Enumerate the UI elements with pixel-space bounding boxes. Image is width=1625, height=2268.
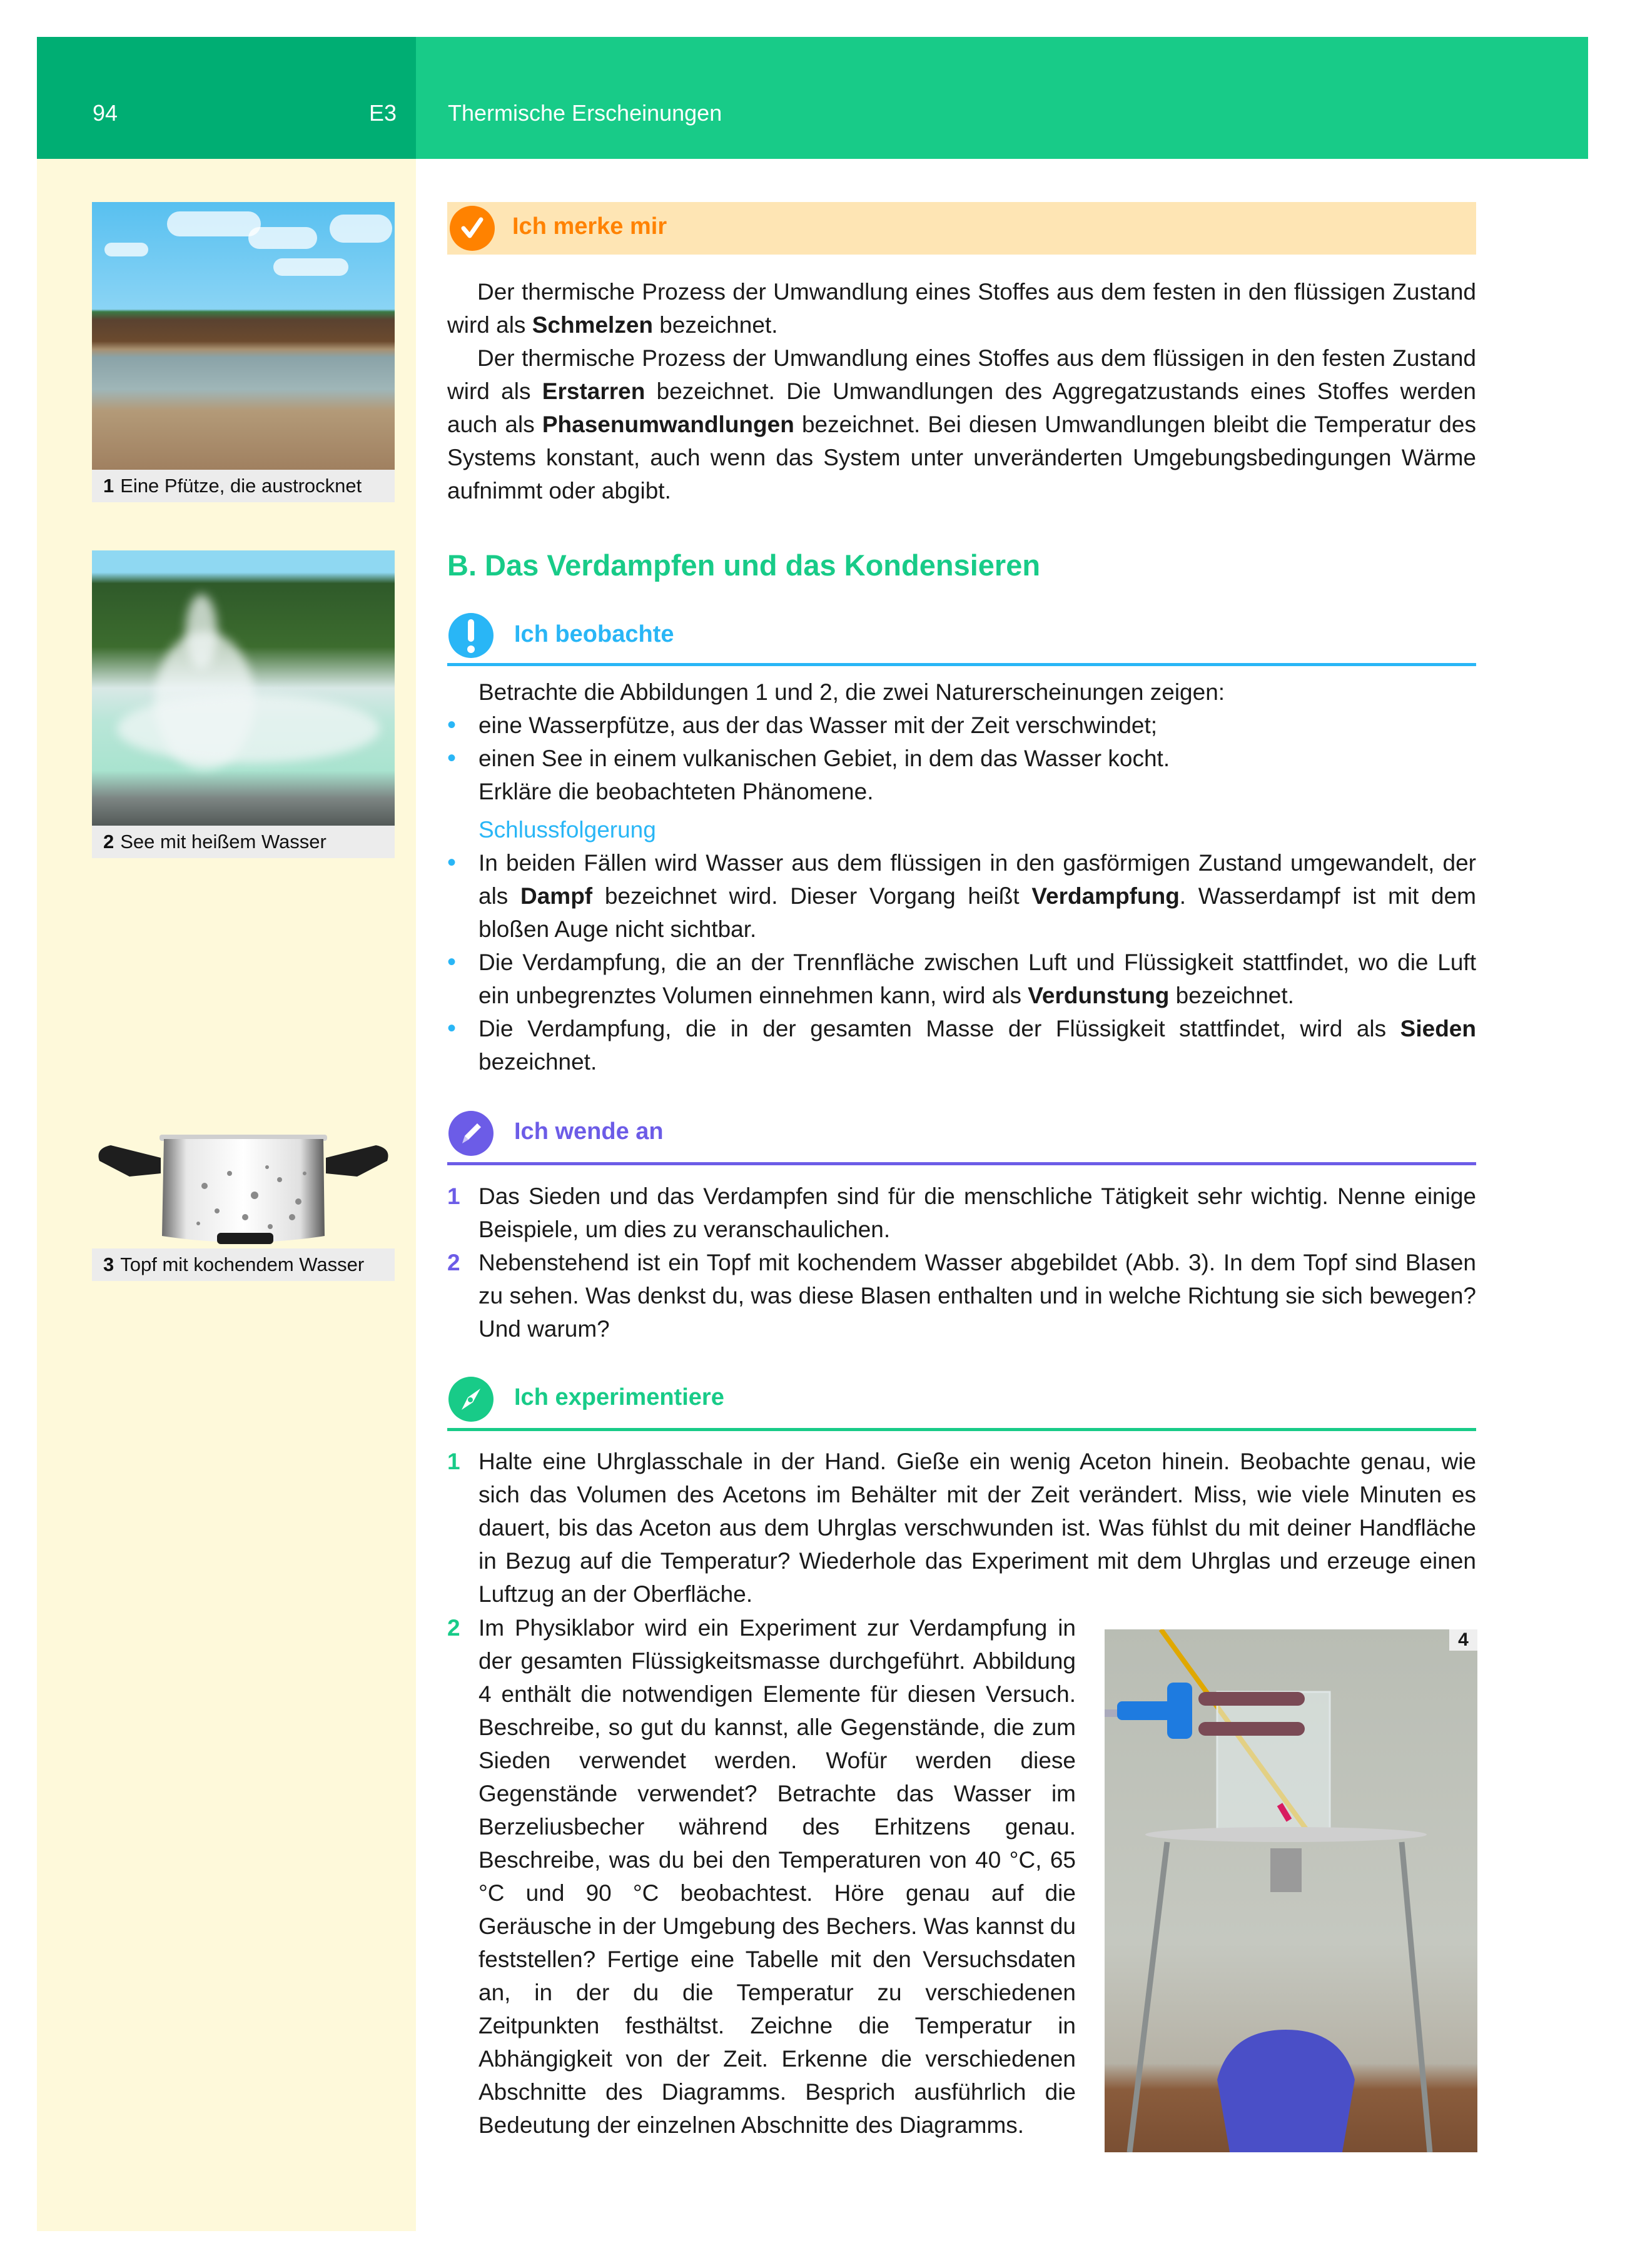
header-section-band: [37, 37, 416, 159]
figure-2: [92, 550, 395, 858]
beobachte-title: Ich beobachte: [514, 621, 674, 647]
wende-an-title: Ich wende an: [514, 1118, 664, 1145]
compass-icon: [448, 1377, 494, 1422]
figure-caption: 1 Eine Pfütze, die austrocknet: [92, 470, 395, 502]
hot-lake-photo: [92, 550, 395, 826]
experimentiere-divider: [447, 1428, 1476, 1431]
list-item: • eine Wasserpfütze, aus der das Wasser mit der Zeit verschwindet;: [447, 709, 1476, 742]
conclusion-title: Schlussfolgerung: [478, 817, 656, 843]
chapter-title: Thermische Erscheinungen: [448, 100, 722, 126]
merke-title: Ich merke mir: [512, 213, 667, 240]
list-item: • einen See in einem vulkanischen Gebiet, in dem das Wasser kocht.: [447, 742, 1476, 775]
task-item: 2 Nebenstehend ist ein Topf mit kochendem Wasser abgebildet (Abb. 3). In dem Topf sind Blasen zu sehen. Was denkst du, was diese Blasen enthalten und in welche Richtung sie sich bewegen? Und warum?: [447, 1250, 1476, 1342]
beobachte-task: Erkläre die beobachteten Phänomene.: [478, 779, 874, 804]
boiling-pot-image: [92, 1130, 395, 1248]
checkmark-icon: [450, 206, 495, 251]
experiment-1: [447, 1445, 1476, 1611]
merke-content: [447, 275, 1476, 507]
figure-caption: 3 Topf mit kochendem Wasser: [92, 1248, 395, 1281]
list-item: • Die Verdampfung, die in der gesamten Masse der Flüssigkeit stattfindet, wird als Sieden bezeichnet.: [447, 1012, 1476, 1078]
figure-4-lab-setup-photo: [1105, 1629, 1477, 2152]
wende-an-divider: [447, 1162, 1476, 1165]
section-code: E3: [369, 100, 397, 126]
exclamation-icon: [448, 613, 494, 658]
figure-caption: 2 See mit heißem Wasser: [92, 826, 395, 858]
task-item: 2 Im Physiklabor wird ein Experiment zur Verdampfung in der gesamten Flüssigkeitsmasse durchgeführt. Abbildung 4 enthält die notwendigen Elemente für diesen Versuch. Beschreibe, so gut du kannst, alle Gegenstände, die zum Sieden verwendet werden. Wofür werden diese Gegenstände verwendet? Betrachte das Wasser im Berzeliusbecher während des Erhitzens genau. Beschreibe, was du bei den Temperaturen von 40 °C, 65 °C und 90 °C beobachtest. Höre genau auf die Geräusche in der Umgebung des Bechers. Was kannst du feststellen? Fertige eine Tabelle mit den Versuchsdaten an, in der du die Temperatur zu verschiedenen Zeitpunkten festhältst. Zeichne die Temperatur in Abhängigkeit von der Zeit. Erkenne die verschiedenen Abschnitte des Diagramms. Besprich ausführlich die Bedeutung der einzelnen Abschnitte des Diagramms.: [447, 1615, 1076, 2138]
merke-box-header: [447, 202, 1476, 255]
merke-paragraph-2: Der thermische Prozess der Umwandlung eines Stoffes aus dem flüssigen in den festen Zustand wird als Erstarren bezeichnet. Die Umwandlungen des Aggregatzustands eines Stoffes werden auch als Phasenumwandlungen bezeichnet. Bei diesen Umwandlungen bleibt die Temperatur des Systems konstant, auch wenn das System unter unveränderten Umgebungsbedingungen Wärme aufnimmt oder abgibt.: [447, 345, 1476, 504]
list-item: • Die Verdampfung, die an der Trennfläche zwischen Luft und Flüssigkeit stattfindet, wo die Luft ein unbegrenztes Volumen einnehmen kann, wird als Verdunstung bezeichnet.: [447, 946, 1476, 1012]
figure-1: [92, 202, 395, 502]
task-item: 1 Das Sieden und das Verdampfen sind für die menschliche Tätigkeit sehr wichtig. Nenne einige Beispiele, um dies zu veranschaulichen.: [447, 1183, 1476, 1242]
list-item: • In beiden Fällen wird Wasser aus dem flüssigen in den gasförmigen Zustand umgewandelt, der als Dampf bezeichnet wird. Dieser Vorgang heißt Verdampfung. Wasserdampf ist mit dem bloßen Auge nicht sichtbar.: [447, 846, 1476, 946]
puddle-photo: [92, 202, 395, 470]
beobachte-divider: [447, 663, 1476, 666]
figure-3: [92, 1130, 395, 1281]
section-heading: B. Das Verdampfen und das Kondensieren: [447, 549, 1041, 582]
header-chapter-band: [416, 37, 1588, 159]
task-item: 1 Halte eine Uhrglasschale in der Hand. Gieße ein wenig Aceton hinein. Beobachte genau, wie sich das Volumen des Acetons im Behälter mit der Zeit verändert. Miss, wie viele Minuten es dauert, bis das Aceton aus dem Uhrglas verschwunden ist. Was fühlst du mit deiner Handfläche in Bezug auf die Temperatur? Wiederhole das Experiment mit dem Uhrglas und erzeuge einen Luftzug an der Oberfläche.: [447, 1449, 1476, 1607]
beobachte-intro: Betrachte die Abbildungen 1 und 2, die zwei Naturerscheinungen zeigen:: [478, 679, 1225, 705]
experiment-2: [447, 1611, 1076, 2142]
figure-number-badge: 4: [1449, 1629, 1477, 1651]
beobachte-content: [447, 676, 1476, 1078]
pencil-icon: [448, 1111, 494, 1156]
merke-paragraph-1: Der thermische Prozess der Umwandlung eines Stoffes aus dem festen in den flüssigen Zustand wird als Schmelzen bezeichnet.: [447, 279, 1476, 338]
page-number: 94: [93, 100, 118, 126]
wende-an-content: [447, 1180, 1476, 1345]
experimentiere-title: Ich experimentiere: [514, 1384, 724, 1410]
